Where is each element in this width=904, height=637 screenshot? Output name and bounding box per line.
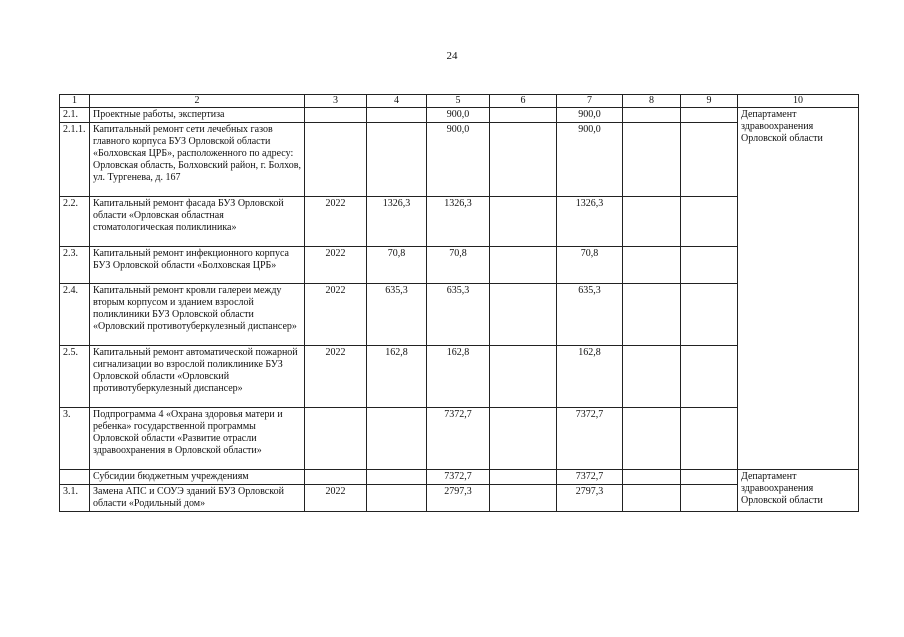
cell-col6 <box>490 123 557 197</box>
cell-col3: 2022 <box>305 284 367 346</box>
header-cell: 5 <box>427 95 490 108</box>
row-number <box>60 470 90 485</box>
cell-col9 <box>681 408 738 470</box>
header-cell: 6 <box>490 95 557 108</box>
page-number: 24 <box>446 50 458 62</box>
cell-col9 <box>681 284 738 346</box>
cell-col4: 70,8 <box>367 247 427 284</box>
cell-col8 <box>623 470 681 485</box>
cell-col8 <box>623 485 681 512</box>
cell-col6 <box>490 408 557 470</box>
row-number: 2.5. <box>60 346 90 408</box>
cell-col7: 7372,7 <box>557 408 623 470</box>
department-cell: Департамент здравоохранения Орловской области <box>738 470 859 512</box>
row-name: Капитальный ремонт кровли галереи между вторым корпусом и зданием взрослой поликлиники БУЗ Орловской области «Орловский противотуберкулезный диспансер» <box>90 284 305 346</box>
header-cell: 4 <box>367 95 427 108</box>
row-number: 2.4. <box>60 284 90 346</box>
cell-col5: 7372,7 <box>427 470 490 485</box>
row-number: 2.2. <box>60 197 90 247</box>
header-cell: 1 <box>60 95 90 108</box>
cell-col5: 900,0 <box>427 108 490 123</box>
row-number: 2.3. <box>60 247 90 284</box>
cell-col9 <box>681 108 738 123</box>
cell-col4 <box>367 485 427 512</box>
row-name: Проектные работы, экспертиза <box>90 108 305 123</box>
table-row <box>60 470 859 485</box>
row-name: Субсидии бюджетным учреждениям <box>90 470 305 485</box>
cell-col7: 2797,3 <box>557 485 623 512</box>
header-cell: 8 <box>623 95 681 108</box>
cell-col8 <box>623 408 681 470</box>
cell-col7: 900,0 <box>557 123 623 197</box>
cell-col7: 1326,3 <box>557 197 623 247</box>
cell-col8 <box>623 346 681 408</box>
row-name: Подпрограмма 4 «Охрана здоровья матери и ребенка» государственной программы Орловской области «Развитие отрасли здравоохранения в Орловской области» <box>90 408 305 470</box>
row-number: 2.1. <box>60 108 90 123</box>
cell-col9 <box>681 197 738 247</box>
cell-col6 <box>490 247 557 284</box>
row-name: Замена АПС и СОУЭ зданий БУЗ Орловской области «Родильный дом» <box>90 485 305 512</box>
row-number: 2.1.1. <box>60 123 90 197</box>
cell-col9 <box>681 470 738 485</box>
cell-col8 <box>623 108 681 123</box>
cell-col9 <box>681 247 738 284</box>
cell-col3 <box>305 408 367 470</box>
cell-col6 <box>490 470 557 485</box>
cell-col9 <box>681 123 738 197</box>
cell-col3: 2022 <box>305 485 367 512</box>
cell-col4 <box>367 108 427 123</box>
cell-col8 <box>623 247 681 284</box>
cell-col6 <box>490 108 557 123</box>
budget-table <box>59 94 859 512</box>
cell-col5: 635,3 <box>427 284 490 346</box>
cell-col9 <box>681 346 738 408</box>
cell-col9 <box>681 485 738 512</box>
header-cell: 3 <box>305 95 367 108</box>
header-cell: 10 <box>738 95 859 108</box>
row-name: Капитальный ремонт сети лечебных газов главного корпуса БУЗ Орловской области «Болховская ЦРБ», расположенного по адресу: Орловская область, Болховский район, г. Болхов, ул. Тургенева, д. 167 <box>90 123 305 197</box>
header-cell: 7 <box>557 95 623 108</box>
cell-col3: 2022 <box>305 346 367 408</box>
cell-col5: 70,8 <box>427 247 490 284</box>
cell-col8 <box>623 123 681 197</box>
row-number: 3.1. <box>60 485 90 512</box>
cell-col3 <box>305 470 367 485</box>
cell-col3: 2022 <box>305 247 367 284</box>
cell-col6 <box>490 284 557 346</box>
cell-col7: 70,8 <box>557 247 623 284</box>
header-row <box>60 95 859 108</box>
cell-col8 <box>623 284 681 346</box>
table-row <box>60 108 859 123</box>
cell-col6 <box>490 346 557 408</box>
header-cell: 9 <box>681 95 738 108</box>
cell-col5: 1326,3 <box>427 197 490 247</box>
row-name: Капитальный ремонт инфекционного корпуса БУЗ Орловской области «Болховская ЦРБ» <box>90 247 305 284</box>
cell-col6 <box>490 485 557 512</box>
department-cell: Департамент здравоохранения Орловской области <box>738 108 859 470</box>
row-name: Капитальный ремонт автоматической пожарной сигнализации во взрослой поликлинике БУЗ Орловской области «Орловский противотуберкулезный диспансер» <box>90 346 305 408</box>
cell-col3 <box>305 123 367 197</box>
cell-col4: 1326,3 <box>367 197 427 247</box>
cell-col4: 162,8 <box>367 346 427 408</box>
cell-col4 <box>367 123 427 197</box>
cell-col5: 2797,3 <box>427 485 490 512</box>
cell-col7: 900,0 <box>557 108 623 123</box>
cell-col5: 900,0 <box>427 123 490 197</box>
cell-col3 <box>305 108 367 123</box>
cell-col6 <box>490 197 557 247</box>
cell-col7: 635,3 <box>557 284 623 346</box>
header-cell: 2 <box>90 95 305 108</box>
row-name: Капитальный ремонт фасада БУЗ Орловской области «Орловская областная стоматологическая поликлиника» <box>90 197 305 247</box>
cell-col4: 635,3 <box>367 284 427 346</box>
cell-col3: 2022 <box>305 197 367 247</box>
cell-col5: 7372,7 <box>427 408 490 470</box>
cell-col5: 162,8 <box>427 346 490 408</box>
cell-col7: 162,8 <box>557 346 623 408</box>
row-number: 3. <box>60 408 90 470</box>
cell-col8 <box>623 197 681 247</box>
cell-col7: 7372,7 <box>557 470 623 485</box>
cell-col4 <box>367 470 427 485</box>
cell-col4 <box>367 408 427 470</box>
